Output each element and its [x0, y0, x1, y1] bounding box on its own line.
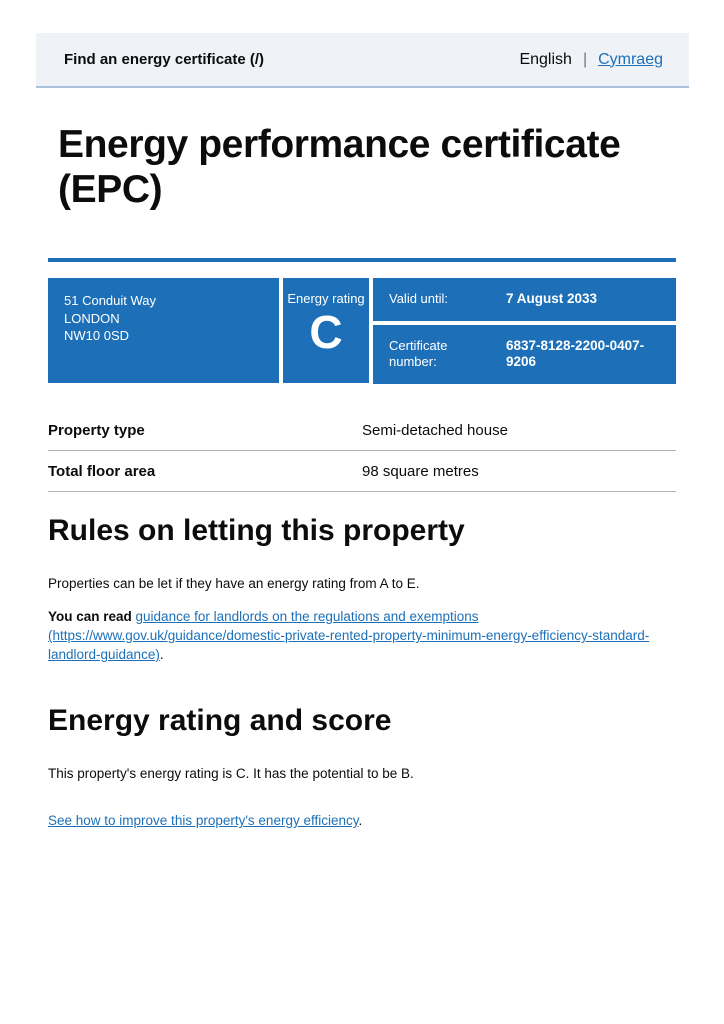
certificate-summary-box	[48, 278, 676, 383]
property-summary-table	[48, 410, 676, 492]
energy-rating-heading: Energy rating and score	[48, 704, 392, 737]
title-divider	[48, 258, 676, 262]
page-title-line2: (EPC)	[58, 168, 163, 211]
main-content	[48, 122, 676, 830]
property-type-label: Property type	[48, 422, 145, 439]
total-floor-area-label: Total floor area	[48, 463, 156, 480]
landlord-guidance-period: .	[159, 647, 164, 662]
service-header	[36, 33, 689, 88]
improve-efficiency-period: .	[358, 813, 363, 828]
certificate-number-label: Certificate number:	[389, 337, 448, 369]
service-name: Find an energy certificate (/)	[64, 51, 265, 68]
energy-rating-label: Energy rating	[287, 291, 365, 306]
improve-efficiency-paragraph	[48, 811, 676, 830]
table-row	[48, 410, 676, 451]
language-switcher	[519, 51, 663, 69]
total-floor-area-value: 98 square metres	[362, 463, 479, 480]
certificate-number-row	[373, 325, 676, 384]
language-separator: |	[582, 50, 588, 68]
address-line-2: LONDON	[64, 310, 120, 326]
landlord-guidance-lead: You can read	[48, 609, 136, 624]
language-current: English	[519, 50, 572, 68]
property-type-value: Semi-detached house	[362, 422, 508, 439]
certificate-details-column	[373, 278, 676, 383]
landlord-guidance-paragraph	[48, 607, 676, 664]
valid-until-row	[373, 278, 676, 321]
energy-rating-value: C	[309, 306, 343, 358]
property-address	[48, 278, 279, 383]
language-link-cymraeg[interactable]: Cymraeg	[598, 50, 663, 68]
energy-rating-badge	[283, 278, 369, 383]
address-line-3: NW10 0SD	[64, 328, 130, 343]
valid-until-value: 7 August 2033	[506, 291, 598, 306]
improve-efficiency-link[interactable]: See how to improve this property's energy efficiency	[48, 813, 359, 828]
address-line-1: 51 Conduit Way	[64, 293, 157, 308]
page-title-line1: Energy performance certificate	[58, 123, 621, 166]
letting-rules-text: Properties can be let if they have an energy rating from A to E.	[48, 576, 420, 591]
table-row	[48, 451, 676, 492]
energy-rating-text: This property's energy rating is C. It has the potential to be B.	[48, 766, 414, 781]
certificate-number-value: 6837-8128-2200-0407-9206	[506, 337, 645, 369]
valid-until-label: Valid until:	[389, 291, 449, 306]
page-title	[58, 122, 676, 212]
letting-rules-heading: Rules on letting this property	[48, 514, 465, 547]
landlord-guidance-link[interactable]: guidance for landlords on the regulations and exemptions (https://www.gov.uk/guidance/domestic-private-rented-property-minimum-energy-efficiency-standard-landlord-guidance)	[48, 609, 650, 662]
